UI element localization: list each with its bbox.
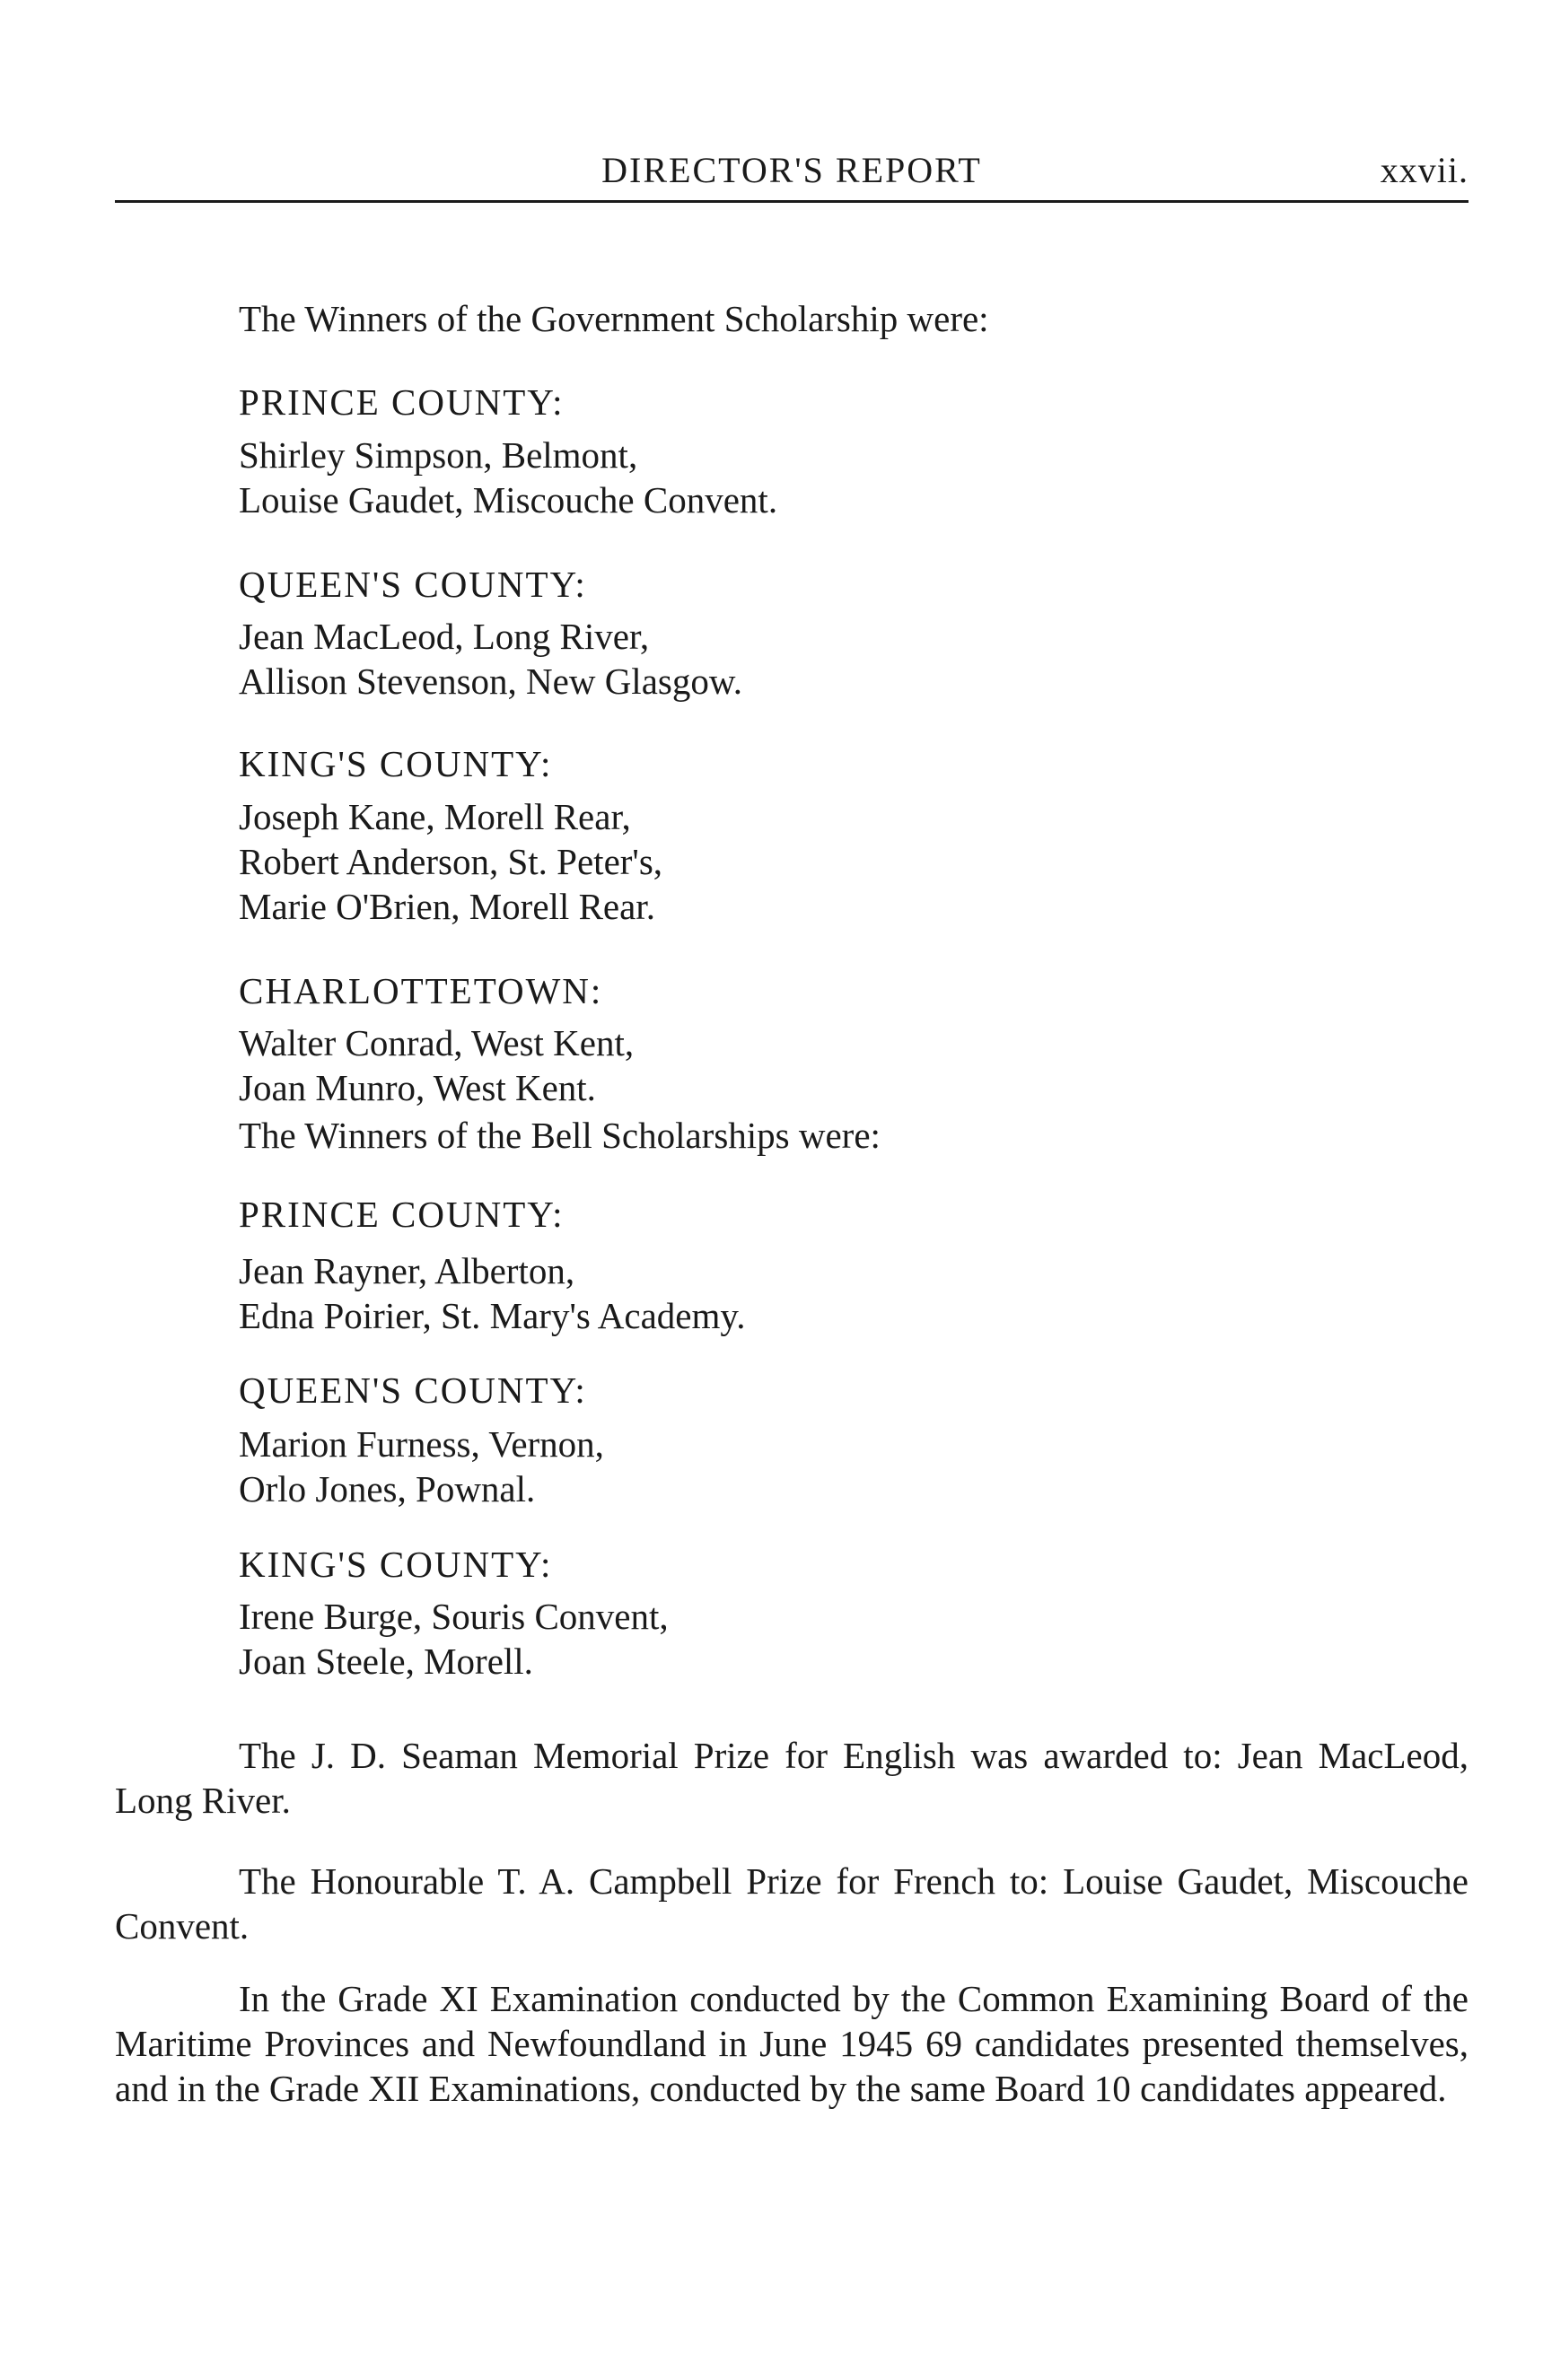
gov-kings-county-heading: KING'S COUNTY: <box>239 743 553 784</box>
winner-entry: Walter Conrad, West Kent, <box>239 1022 635 1063</box>
winner-entry: Edna Poirier, St. Mary's Academy. <box>239 1295 746 1336</box>
gov-queens-county-heading: QUEEN'S COUNTY: <box>239 564 587 605</box>
gov-prince-county-heading: PRINCE COUNTY: <box>239 381 565 423</box>
paragraph-text: In the Grade XI Examination conducted by the Common Examining Board of the Maritime Provinces and Newfoundland in June 1945 69 candidates presented themselves, and in the Grade XII Examinations, conducted by the same Board 10 candidates appeared. <box>115 1978 1468 2109</box>
seaman-prize-paragraph <box>115 1733 1468 1823</box>
winner-entry: Orlo Jones, Pownal. <box>239 1468 536 1509</box>
bell-queens-county-heading: QUEEN'S COUNTY: <box>239 1369 587 1411</box>
winner-entry: Robert Anderson, St. Peter's, <box>239 841 663 882</box>
paragraph-text: The J. D. Seaman Memorial Prize for English was awarded to: Jean MacLeod, Long River. <box>115 1735 1468 1821</box>
winner-entry: Irene Burge, Souris Convent, <box>239 1596 669 1637</box>
winner-entry: Jean MacLeod, Long River, <box>239 616 650 657</box>
winner-entry: Louise Gaudet, Miscouche Convent. <box>239 479 778 521</box>
examinations-paragraph <box>115 1976 1468 2111</box>
bell-kings-county-heading: KING'S COUNTY: <box>239 1544 553 1585</box>
winner-entry: Jean Rayner, Alberton, <box>239 1250 575 1291</box>
bell-scholarship-intro: The Winners of the Bell Scholarships were: <box>239 1115 881 1156</box>
winner-entry: Marie O'Brien, Morell Rear. <box>239 886 655 927</box>
winner-entry: Allison Stevenson, New Glasgow. <box>239 661 743 702</box>
page-header-title: DIRECTOR'S REPORT <box>601 150 982 190</box>
bell-prince-county-heading: PRINCE COUNTY: <box>239 1194 565 1235</box>
winner-entry: Shirley Simpson, Belmont, <box>239 434 638 476</box>
page-header <box>115 148 1468 203</box>
winner-entry: Marion Furness, Vernon, <box>239 1423 604 1465</box>
winner-entry: Joan Munro, West Kent. <box>239 1067 596 1108</box>
page-number: xxvii. <box>1380 150 1468 190</box>
winner-entry: Joseph Kane, Morell Rear, <box>239 796 631 837</box>
paragraph-text: The Honourable T. A. Campbell Prize for French to: Louise Gaudet, Miscouche Convent. <box>115 1860 1468 1947</box>
gov-charlottetown-heading: CHARLOTTETOWN: <box>239 970 603 1011</box>
winner-entry: Joan Steele, Morell. <box>239 1641 533 1682</box>
government-scholarship-intro: The Winners of the Government Scholarship were: <box>239 298 989 339</box>
campbell-prize-paragraph <box>115 1859 1468 1948</box>
